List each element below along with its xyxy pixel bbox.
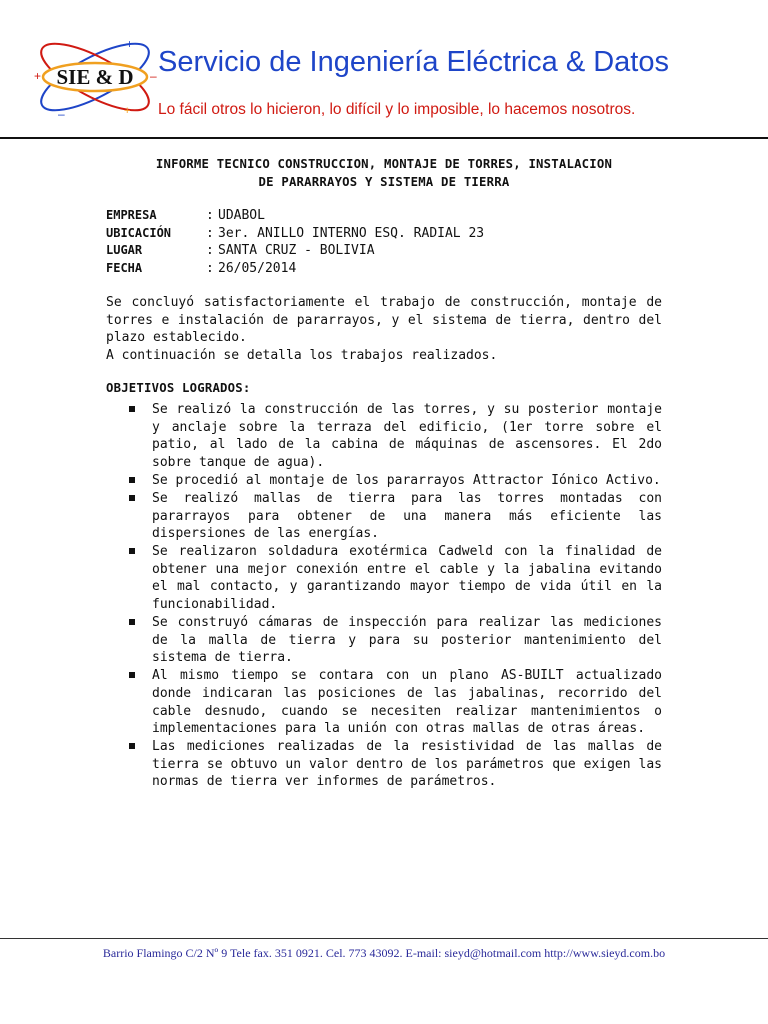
- field-separator: :: [206, 225, 214, 241]
- objective-item: [128, 490, 662, 543]
- header-divider: [0, 137, 768, 139]
- objective-text: Se realizó la construcción de las torres, y su posterior montaje y anclaje sobre la terraza del edificio, (1er torre sobre el patio, al lado de la cabina de máquinas de ascensores. El 2do sobre tanque de agua).: [152, 402, 662, 470]
- intro-paragraph: Se concluyó satisfactoriamente el trabajo de construcción, montaje de torres e instalación de pararrayos, y el sistema de tierra, dentro del plazo establecido.: [106, 295, 662, 346]
- field-label: EMPRESA: [106, 208, 157, 222]
- field-label: FECHA: [106, 260, 143, 275]
- objective-item: [128, 667, 662, 737]
- objective-text: Se realizó mallas de tierra para las torres montadas con pararrayos para obtener de una manera más eficiente las dispersiones de las energías.: [152, 490, 662, 542]
- objectives-heading: OBJETIVOS LOGRADOS:: [106, 381, 251, 395]
- field-separator: :: [206, 260, 214, 276]
- company-logo: [32, 30, 158, 124]
- letterhead: [0, 0, 768, 140]
- intro-paragraph: A continuación se detalla los trabajos realizados.: [106, 347, 498, 363]
- field-value: 26/05/2014: [218, 260, 297, 276]
- logo-plus-icon: +: [126, 37, 134, 51]
- objective-item: [128, 401, 662, 471]
- company-slogan: Lo fácil otros lo hicieron, lo difícil y lo imposible, lo hacemos nosotros.: [158, 101, 636, 118]
- field-value: SANTA CRUZ - BOLIVIA: [218, 243, 375, 258]
- square-bullet-icon: [129, 406, 135, 412]
- field-label: UBICACIÓN: [106, 225, 172, 240]
- field-separator: :: [206, 243, 214, 258]
- document-title-line: INFORME TECNICO CONSTRUCCION, MONTAJE DE TORRES, INSTALACION: [155, 157, 613, 171]
- objective-text: Se procedió al montaje de los pararrayos Attractor Iónico Activo.: [152, 472, 661, 488]
- objective-item: [128, 738, 662, 791]
- footer-contact: Barrio Flamingo C/2 Nº 9 Tele fax. 351 0921. Cel. 773 43092. E-mail: sieyd@hotmail.com http://www.sieyd.com.bo: [102, 946, 666, 960]
- field-label: LUGAR: [106, 243, 143, 257]
- logo-minus-icon: –: [58, 107, 65, 121]
- company-name: Servicio de Ingeniería Eléctrica & Datos: [158, 46, 669, 78]
- report-fields: [106, 207, 484, 277]
- footer-divider: [0, 938, 768, 939]
- field-value: 3er. ANILLO INTERNO ESQ. RADIAL 23: [218, 225, 485, 241]
- logo-plus-icon: +: [34, 69, 42, 83]
- logo-minus-icon: –: [150, 69, 157, 83]
- square-bullet-icon: [129, 548, 135, 554]
- square-bullet-icon: [129, 743, 135, 749]
- objective-item: [128, 614, 662, 667]
- objective-text: Al mismo tiempo se contara con un plano AS-BUILT actualizado donde indicaran las posiciones de las jabalinas, recorrido del cable desnudo, cuando se necesiten realizar mantenimientos o implementaciones para la unión con otras mallas de otras áreas.: [152, 668, 662, 737]
- field-row-lugar: [106, 242, 484, 260]
- field-row-empresa: [106, 207, 484, 225]
- objective-item: [128, 543, 662, 613]
- square-bullet-icon: [129, 619, 135, 625]
- logo-text: SIE & D: [56, 65, 134, 89]
- intro-section: [106, 294, 662, 364]
- field-value: UDABOL: [218, 208, 265, 223]
- objectives-list: [128, 401, 662, 792]
- logo-plus-icon: +: [124, 105, 131, 117]
- square-bullet-icon: [129, 477, 135, 483]
- document-title-line: DE PARARRAYOS Y SISTEMA DE TIERRA: [258, 175, 510, 189]
- field-separator: :: [206, 208, 214, 223]
- objective-text: Se realizaron soldadura exotérmica Cadweld con la finalidad de obtener una mejor conexión entre el cable y la jabalina evitando el mal contacto, y garantizando mayor tiempo de vida útil en la funcionabilidad.: [152, 544, 662, 613]
- field-row-ubicacion: [106, 225, 484, 243]
- square-bullet-icon: [129, 495, 135, 501]
- square-bullet-icon: [129, 672, 135, 678]
- objective-item: [128, 472, 662, 490]
- objective-text: Las mediciones realizadas de la resistividad de las mallas de tierra se obtuvo un valor dentro de los parámetros que exigen las normas de tierra ver informes de parámetros.: [152, 739, 662, 790]
- document-title: [106, 155, 662, 191]
- field-row-fecha: [106, 260, 484, 278]
- objective-text: Se construyó cámaras de inspección para realizar las mediciones de la malla de tierra y para su posterior mantenimiento del sistema de tierra.: [152, 615, 662, 666]
